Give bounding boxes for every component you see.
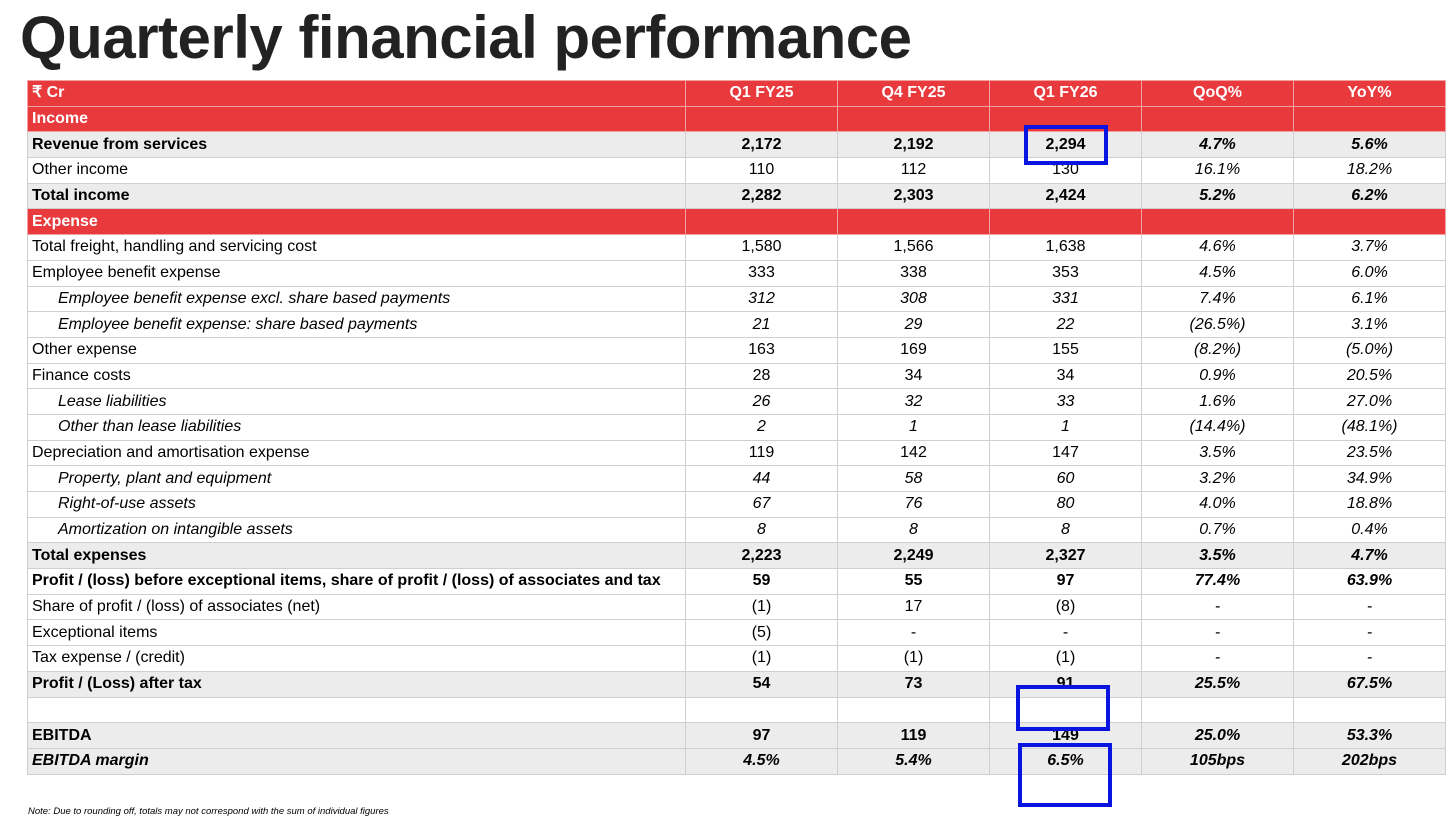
row-label: Depreciation and amortisation expense: [28, 440, 686, 466]
table-cell: 25.5%: [1142, 671, 1294, 697]
table-cell: 1,566: [838, 235, 990, 261]
row-label: Total expenses: [28, 543, 686, 569]
table-cell: (8.2%): [1142, 337, 1294, 363]
table-cell: 2,172: [686, 132, 838, 158]
table-cell: 20.5%: [1294, 363, 1446, 389]
table-cell: 105bps: [1142, 748, 1294, 774]
table-cell: 63.9%: [1294, 569, 1446, 595]
highlight-pat-q1fy26: [1016, 685, 1110, 731]
table-cell: [838, 209, 990, 235]
page-title: Quarterly financial performance: [20, 4, 912, 71]
table-cell: 308: [838, 286, 990, 312]
table-cell: 44: [686, 466, 838, 492]
table-cell: (1): [686, 594, 838, 620]
table-cell: 4.5%: [686, 748, 838, 774]
table-cell: 1,638: [990, 235, 1142, 261]
table-cell: (5): [686, 620, 838, 646]
table-cell: 29: [838, 312, 990, 338]
table-cell: [1294, 697, 1446, 723]
row-label: Share of profit / (loss) of associates (net): [28, 594, 686, 620]
table-cell: [838, 106, 990, 132]
row-label: Profit / (loss) before exceptional items, share of profit / (loss) of associates and tax: [28, 569, 686, 595]
table-cell: 331: [990, 286, 1142, 312]
section-row: [28, 106, 1446, 132]
table-cell: 2,294: [990, 132, 1142, 158]
table-cell: 119: [838, 723, 990, 749]
row-label: Employee benefit expense: [28, 260, 686, 286]
table-cell: 1.6%: [1142, 389, 1294, 415]
table-cell: -: [1294, 594, 1446, 620]
table-cell: 112: [838, 158, 990, 184]
table-cell: (14.4%): [1142, 414, 1294, 440]
table-cell: -: [1142, 646, 1294, 672]
table-cell: -: [1142, 620, 1294, 646]
column-header: Q1 FY26: [990, 81, 1142, 107]
table-cell: 34: [990, 363, 1142, 389]
table-cell: 2,192: [838, 132, 990, 158]
table-cell: 110: [686, 158, 838, 184]
row-label: Other expense: [28, 337, 686, 363]
table-cell: 54: [686, 671, 838, 697]
row-label: Amortization on intangible assets: [28, 517, 686, 543]
table-cell: (48.1%): [1294, 414, 1446, 440]
table-row: [28, 723, 1446, 749]
table-cell: 4.5%: [1142, 260, 1294, 286]
table-cell: -: [990, 620, 1142, 646]
table-cell: 312: [686, 286, 838, 312]
table-row: [28, 363, 1446, 389]
table-cell: 2: [686, 414, 838, 440]
table-cell: 80: [990, 492, 1142, 518]
table-cell: 0.4%: [1294, 517, 1446, 543]
table-cell: [1142, 106, 1294, 132]
table-cell: 1: [990, 414, 1142, 440]
row-label: Total income: [28, 183, 686, 209]
table-cell: -: [1294, 620, 1446, 646]
table-cell: 4.6%: [1142, 235, 1294, 261]
table-cell: 34.9%: [1294, 466, 1446, 492]
table-cell: 2,223: [686, 543, 838, 569]
table-cell: 55: [838, 569, 990, 595]
table-cell: 2,282: [686, 183, 838, 209]
row-label: Employee benefit expense excl. share based payments: [28, 286, 686, 312]
table-row: [28, 466, 1446, 492]
table-cell: 21: [686, 312, 838, 338]
table-cell: 6.5%: [990, 748, 1142, 774]
table-cell: 26: [686, 389, 838, 415]
table-cell: 33: [990, 389, 1142, 415]
table-row: [28, 748, 1446, 774]
table-cell: [686, 106, 838, 132]
table-row: [28, 158, 1446, 184]
table-cell: 91: [990, 671, 1142, 697]
table-cell: 28: [686, 363, 838, 389]
highlight-ebitda-q1fy26: [1018, 743, 1112, 807]
table-cell: 333: [686, 260, 838, 286]
table-cell: 4.0%: [1142, 492, 1294, 518]
table-cell: 155: [990, 337, 1142, 363]
table-row: [28, 697, 1446, 723]
table-cell: 1: [838, 414, 990, 440]
table-cell: 6.2%: [1294, 183, 1446, 209]
table-row: [28, 414, 1446, 440]
table-cell: [1142, 209, 1294, 235]
table-cell: 3.1%: [1294, 312, 1446, 338]
table-row: [28, 543, 1446, 569]
row-label: Property, plant and equipment: [28, 466, 686, 492]
header-unit: ₹ Cr: [28, 81, 686, 107]
table-row: [28, 517, 1446, 543]
table-cell: 67: [686, 492, 838, 518]
table-cell: [838, 697, 990, 723]
table-row: [28, 183, 1446, 209]
table-cell: 4.7%: [1294, 543, 1446, 569]
table-row: [28, 646, 1446, 672]
row-label: Lease liabilities: [28, 389, 686, 415]
table-cell: 17: [838, 594, 990, 620]
table-cell: 202bps: [1294, 748, 1446, 774]
table-cell: 5.2%: [1142, 183, 1294, 209]
table-row: [28, 286, 1446, 312]
table-cell: 163: [686, 337, 838, 363]
table-cell: 73: [838, 671, 990, 697]
table-header-row: [28, 81, 1446, 107]
table-cell: 3.7%: [1294, 235, 1446, 261]
footnote: Note: Due to rounding off, totals may not correspond with the sum of individual figures: [28, 806, 389, 817]
table-cell: 18.8%: [1294, 492, 1446, 518]
table-cell: 5.4%: [838, 748, 990, 774]
row-label: Total freight, handling and servicing cost: [28, 235, 686, 261]
row-label: EBITDA margin: [28, 748, 686, 774]
row-label: Tax expense / (credit): [28, 646, 686, 672]
row-label: Profit / (Loss) after tax: [28, 671, 686, 697]
table-cell: 1,580: [686, 235, 838, 261]
table-cell: -: [1142, 594, 1294, 620]
table-cell: [1294, 106, 1446, 132]
table-cell: (5.0%): [1294, 337, 1446, 363]
table-cell: 77.4%: [1142, 569, 1294, 595]
table-cell: 59: [686, 569, 838, 595]
table-cell: (1): [838, 646, 990, 672]
table-cell: 3.2%: [1142, 466, 1294, 492]
table-cell: (1): [686, 646, 838, 672]
row-label: Income: [28, 106, 686, 132]
row-label: Other than lease liabilities: [28, 414, 686, 440]
table-cell: 8: [990, 517, 1142, 543]
row-label: Finance costs: [28, 363, 686, 389]
column-header: Q1 FY25: [686, 81, 838, 107]
table-row: [28, 569, 1446, 595]
table-cell: 97: [686, 723, 838, 749]
table-cell: 147: [990, 440, 1142, 466]
table-row: [28, 312, 1446, 338]
table-cell: 18.2%: [1294, 158, 1446, 184]
table-cell: 149: [990, 723, 1142, 749]
table-row: [28, 337, 1446, 363]
financial-table: [27, 80, 1446, 775]
table-cell: 338: [838, 260, 990, 286]
row-label: Expense: [28, 209, 686, 235]
row-label: Revenue from services: [28, 132, 686, 158]
table-cell: 16.1%: [1142, 158, 1294, 184]
table-cell: [686, 209, 838, 235]
row-label: [28, 697, 686, 723]
table-row: [28, 235, 1446, 261]
table-cell: 119: [686, 440, 838, 466]
highlight-revenue-q1fy26: [1024, 125, 1108, 165]
table-cell: 2,303: [838, 183, 990, 209]
row-label: EBITDA: [28, 723, 686, 749]
table-row: [28, 492, 1446, 518]
table-cell: (8): [990, 594, 1142, 620]
table-row: [28, 671, 1446, 697]
column-header: Q4 FY25: [838, 81, 990, 107]
table-cell: [990, 209, 1142, 235]
table-cell: 2,424: [990, 183, 1142, 209]
table-cell: 22: [990, 312, 1142, 338]
table-cell: 4.7%: [1142, 132, 1294, 158]
table-cell: 8: [838, 517, 990, 543]
table-cell: 76: [838, 492, 990, 518]
table-row: [28, 620, 1446, 646]
table-cell: 23.5%: [1294, 440, 1446, 466]
table-row: [28, 132, 1446, 158]
section-row: [28, 209, 1446, 235]
table-row: [28, 389, 1446, 415]
table-cell: 142: [838, 440, 990, 466]
table-cell: 0.7%: [1142, 517, 1294, 543]
row-label: Exceptional items: [28, 620, 686, 646]
table-cell: 6.1%: [1294, 286, 1446, 312]
column-header: YoY%: [1294, 81, 1446, 107]
table-cell: 34: [838, 363, 990, 389]
table-cell: 25.0%: [1142, 723, 1294, 749]
table-cell: -: [838, 620, 990, 646]
table-cell: (26.5%): [1142, 312, 1294, 338]
table-row: [28, 594, 1446, 620]
table-cell: 2,249: [838, 543, 990, 569]
table-cell: (1): [990, 646, 1142, 672]
table-cell: 169: [838, 337, 990, 363]
table-cell: 97: [990, 569, 1142, 595]
table-cell: 8: [686, 517, 838, 543]
table-cell: 32: [838, 389, 990, 415]
table-row: [28, 440, 1446, 466]
table-cell: 2,327: [990, 543, 1142, 569]
table-cell: 0.9%: [1142, 363, 1294, 389]
table-cell: [1294, 209, 1446, 235]
table-cell: 60: [990, 466, 1142, 492]
column-header: QoQ%: [1142, 81, 1294, 107]
row-label: Employee benefit expense: share based payments: [28, 312, 686, 338]
table-cell: [1142, 697, 1294, 723]
table-cell: 58: [838, 466, 990, 492]
table-cell: 53.3%: [1294, 723, 1446, 749]
table-cell: -: [1294, 646, 1446, 672]
table-cell: 130: [990, 158, 1142, 184]
table-cell: 7.4%: [1142, 286, 1294, 312]
table-cell: 353: [990, 260, 1142, 286]
row-label: Other income: [28, 158, 686, 184]
table-cell: 67.5%: [1294, 671, 1446, 697]
table-cell: 5.6%: [1294, 132, 1446, 158]
table-cell: 6.0%: [1294, 260, 1446, 286]
table-cell: 27.0%: [1294, 389, 1446, 415]
row-label: Right-of-use assets: [28, 492, 686, 518]
table-row: [28, 260, 1446, 286]
table-cell: [686, 697, 838, 723]
table-cell: 3.5%: [1142, 543, 1294, 569]
table-cell: 3.5%: [1142, 440, 1294, 466]
